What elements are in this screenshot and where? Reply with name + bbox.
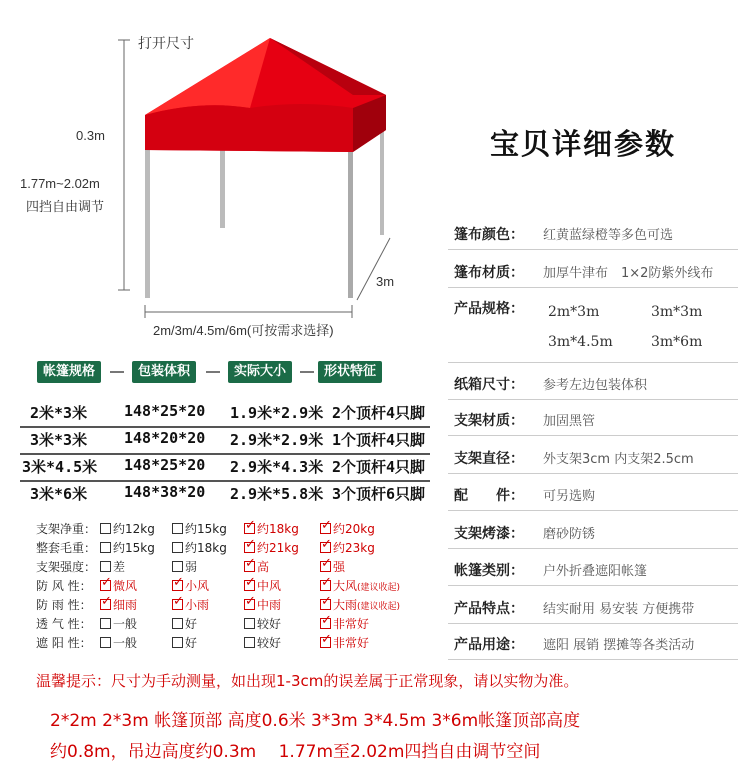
measurement-tip: 温馨提示：尺寸为手动测量，如出现1-3cm的误差属于正常现象，请以实物为准。	[36, 672, 579, 690]
header-shape: 形状特征	[318, 361, 382, 383]
feature-option-text: 约23kg	[333, 541, 375, 555]
feature-option-text: 约15kg	[113, 541, 155, 555]
feature-option-unchecked	[172, 615, 197, 632]
checkbox-checked-icon	[244, 523, 255, 534]
open-size-label: 打开尺寸	[138, 35, 194, 51]
table-cell: 2.9米*5.8米	[230, 485, 324, 503]
table-row	[20, 429, 430, 451]
feature-option-text: 一般	[113, 636, 138, 650]
table-row	[20, 483, 430, 505]
spec-divider	[448, 435, 738, 436]
table-cell: 2个顶杆4只脚	[332, 458, 426, 476]
height-note-line2: 约0.8m，吊边高度约0.3m 1.77m至2.02m四挡自由调节空间	[50, 742, 541, 762]
checkbox-checked-icon	[320, 561, 331, 572]
feature-option-text: 非常好	[333, 636, 370, 650]
spec-value: 参考左边包装体积	[543, 378, 648, 393]
checkbox-checked-icon	[244, 561, 255, 572]
feature-option-text: 中雨	[257, 598, 282, 612]
spec-divider	[448, 585, 738, 586]
header-divider	[206, 371, 220, 373]
feature-option-checked	[244, 539, 299, 556]
spec-label: 产品特点：	[454, 601, 524, 617]
height-note-line1: 2*2m 2*3m 帐篷顶部 高度0.6米 3*3m 3*4.5m 3*6m帐篷顶部高度	[50, 711, 581, 731]
spec-divider	[448, 548, 738, 549]
checkbox-empty-icon	[100, 618, 111, 629]
header-package-volume: 包装体积	[132, 361, 196, 383]
table-cell: 3个顶杆6只脚	[332, 485, 426, 503]
spec-divider	[448, 659, 738, 660]
checkbox-checked-icon	[172, 599, 183, 610]
feature-option-text: 小风	[185, 579, 210, 593]
header-divider	[110, 371, 124, 373]
feature-option-text: 约15kg	[185, 522, 227, 536]
feature-option-unchecked	[244, 634, 281, 651]
feature-label: 防 雨 性：	[36, 598, 92, 612]
table-cell: 148*38*20	[124, 483, 206, 501]
spec-value: 加厚牛津布 1×2防紫外线布	[543, 266, 714, 281]
feature-option-checked	[100, 596, 137, 613]
feature-option-text: 约20kg	[333, 522, 375, 536]
feature-option-text: 高	[257, 560, 270, 574]
spec-size-option: 2m*3m	[548, 304, 600, 320]
spec-size-option: 3m*6m	[651, 334, 703, 350]
checkbox-empty-icon	[172, 523, 183, 534]
feature-option-text: 较好	[257, 617, 282, 631]
feature-option-checked	[244, 577, 281, 594]
feature-option-unchecked	[172, 558, 197, 575]
feature-label: 整套毛重：	[36, 541, 97, 555]
feature-option-text: 好	[185, 636, 198, 650]
tent-drawing	[0, 0, 440, 345]
spec-title: 宝贝详细参数	[490, 127, 677, 161]
feature-option-checked	[320, 520, 375, 537]
spec-divider	[448, 362, 738, 363]
feature-row	[36, 577, 436, 595]
spec-value: 结实耐用 易安装 方便携带	[543, 602, 695, 617]
spec-label: 帐篷类别：	[454, 563, 524, 579]
feature-option-checked	[320, 634, 369, 651]
feature-option-unchecked	[172, 634, 197, 651]
checkbox-empty-icon	[244, 618, 255, 629]
feature-row	[36, 596, 436, 614]
checkbox-empty-icon	[172, 637, 183, 648]
checkbox-empty-icon	[100, 523, 111, 534]
checkbox-checked-icon	[320, 599, 331, 610]
table-cell: 1个顶杆4只脚	[332, 431, 426, 449]
feature-option-checked	[320, 615, 369, 632]
spec-size-option: 3m*3m	[651, 304, 703, 320]
spec-value: 遮阳 展销 摆摊等各类活动	[543, 638, 695, 653]
checkbox-empty-icon	[244, 637, 255, 648]
table-cell: 148*25*20	[124, 402, 206, 420]
table-divider	[20, 453, 430, 455]
feature-option-text: 弱	[185, 560, 198, 574]
height-adjust-note: 四挡自由调节	[26, 199, 105, 214]
feature-option-unchecked	[100, 520, 155, 537]
checkbox-empty-icon	[172, 618, 183, 629]
feature-option-text: 细雨	[113, 598, 138, 612]
feature-row	[36, 520, 436, 538]
checkbox-empty-icon	[172, 542, 183, 553]
spec-label: 配 件：	[454, 488, 524, 504]
feature-option-checked	[244, 558, 269, 575]
feature-option-note: (建议收起)	[357, 602, 401, 612]
table-cell: 3米*4.5米	[22, 458, 98, 476]
spec-divider	[448, 510, 738, 511]
checkbox-checked-icon	[244, 599, 255, 610]
feature-row	[36, 634, 436, 652]
table-cell: 148*25*20	[124, 456, 206, 474]
table-cell: 2米*3米	[30, 404, 88, 422]
spec-value: 外支架3cm 内支架2.5cm	[543, 452, 694, 467]
spec-label: 纸箱尺寸：	[454, 377, 524, 393]
spec-size-option: 3m*4.5m	[548, 334, 613, 350]
width-label: 2m/3m/4.5m/6m(可按需求选择)	[153, 323, 334, 338]
spec-value: 户外折叠遮阳帐篷	[543, 564, 648, 579]
spec-label: 支架烤漆：	[454, 526, 524, 542]
checkbox-checked-icon	[320, 618, 331, 629]
feature-row	[36, 558, 436, 576]
feature-option-checked	[244, 596, 281, 613]
table-cell: 148*20*20	[124, 429, 206, 447]
feature-option-text: 差	[113, 560, 126, 574]
header-tent-spec: 帐篷规格	[37, 361, 101, 383]
table-cell: 2.9米*4.3米	[230, 458, 324, 476]
spec-label: 产品用途：	[454, 637, 524, 653]
feature-option-text: 约12kg	[113, 522, 155, 536]
feature-option-checked	[172, 596, 209, 613]
checkbox-checked-icon	[172, 580, 183, 591]
feature-option-text: 约18kg	[185, 541, 227, 555]
checkbox-checked-icon	[244, 542, 255, 553]
header-divider	[300, 371, 314, 373]
feature-option-text: 约21kg	[257, 541, 299, 555]
feature-option-text: 一般	[113, 617, 138, 631]
feature-row	[36, 539, 436, 557]
feature-label: 防 风 性：	[36, 579, 92, 593]
feature-option-checked	[320, 596, 400, 613]
header-actual-size: 实际大小	[228, 361, 292, 383]
spec-divider	[448, 623, 738, 624]
feature-option-text: 大风	[333, 579, 358, 593]
feature-option-text: 约18kg	[257, 522, 299, 536]
feature-option-text: 非常好	[333, 617, 370, 631]
feature-option-checked	[320, 577, 400, 594]
checkbox-checked-icon	[100, 580, 111, 591]
feature-label: 遮 阳 性：	[36, 636, 92, 650]
feature-option-checked	[320, 539, 375, 556]
checkbox-checked-icon	[244, 580, 255, 591]
height-top-label: 0.3m	[76, 128, 105, 143]
feature-option-unchecked	[100, 634, 137, 651]
feature-option-unchecked	[100, 615, 137, 632]
feature-option-checked	[244, 520, 299, 537]
feature-option-text: 中风	[257, 579, 282, 593]
feature-option-checked	[172, 577, 209, 594]
spec-value: 磨砂防锈	[543, 527, 596, 542]
depth-label: 3m	[376, 274, 395, 289]
table-cell: 1.9米*2.9米	[230, 404, 324, 422]
spec-label: 支架材质：	[454, 413, 524, 429]
table-cell: 2.9米*2.9米	[230, 431, 324, 449]
checkbox-checked-icon	[320, 580, 331, 591]
feature-label: 透 气 性：	[36, 617, 92, 631]
spec-divider	[448, 287, 738, 288]
tent-illustration	[0, 0, 440, 345]
table-cell: 3米*6米	[30, 485, 88, 503]
spec-label: 产品规格：	[454, 301, 524, 317]
spec-label: 篷布颜色：	[454, 227, 524, 243]
checkbox-checked-icon	[320, 523, 331, 534]
feature-label: 支架强度：	[36, 560, 97, 574]
checkbox-empty-icon	[100, 542, 111, 553]
feature-option-text: 好	[185, 617, 198, 631]
feature-option-text: 强	[333, 560, 346, 574]
table-row	[20, 402, 430, 424]
feature-option-text: 微风	[113, 579, 138, 593]
checkbox-empty-icon	[100, 637, 111, 648]
feature-option-unchecked	[100, 539, 155, 556]
checkbox-checked-icon	[320, 542, 331, 553]
table-divider	[20, 426, 430, 428]
feature-row	[36, 615, 436, 633]
spec-value: 可另选购	[543, 489, 596, 504]
spec-label: 支架直径：	[454, 451, 524, 467]
checkbox-empty-icon	[172, 561, 183, 572]
feature-option-unchecked	[244, 615, 281, 632]
spec-divider	[448, 249, 738, 250]
feature-option-note: (建议收起)	[357, 583, 401, 593]
feature-option-text: 小雨	[185, 598, 210, 612]
feature-option-unchecked	[172, 520, 227, 537]
spec-divider	[448, 399, 738, 400]
spec-value: 加固黑管	[543, 414, 596, 429]
checkbox-empty-icon	[100, 561, 111, 572]
checkbox-checked-icon	[320, 637, 331, 648]
checkbox-checked-icon	[100, 599, 111, 610]
height-adjust-label: 1.77m~2.02m	[20, 176, 100, 191]
feature-option-text: 较好	[257, 636, 282, 650]
spec-label: 篷布材质：	[454, 265, 524, 281]
table-divider	[20, 480, 430, 482]
feature-option-checked	[100, 577, 137, 594]
feature-option-unchecked	[172, 539, 227, 556]
feature-option-text: 大雨	[333, 598, 358, 612]
feature-option-unchecked	[100, 558, 125, 575]
feature-label: 支架净重：	[36, 522, 97, 536]
table-cell: 3米*3米	[30, 431, 88, 449]
table-row	[20, 456, 430, 478]
table-cell: 2个顶杆4只脚	[332, 404, 426, 422]
feature-option-checked	[320, 558, 345, 575]
spec-value: 红黄蓝绿橙等多色可选	[543, 228, 674, 243]
spec-divider	[448, 473, 738, 474]
